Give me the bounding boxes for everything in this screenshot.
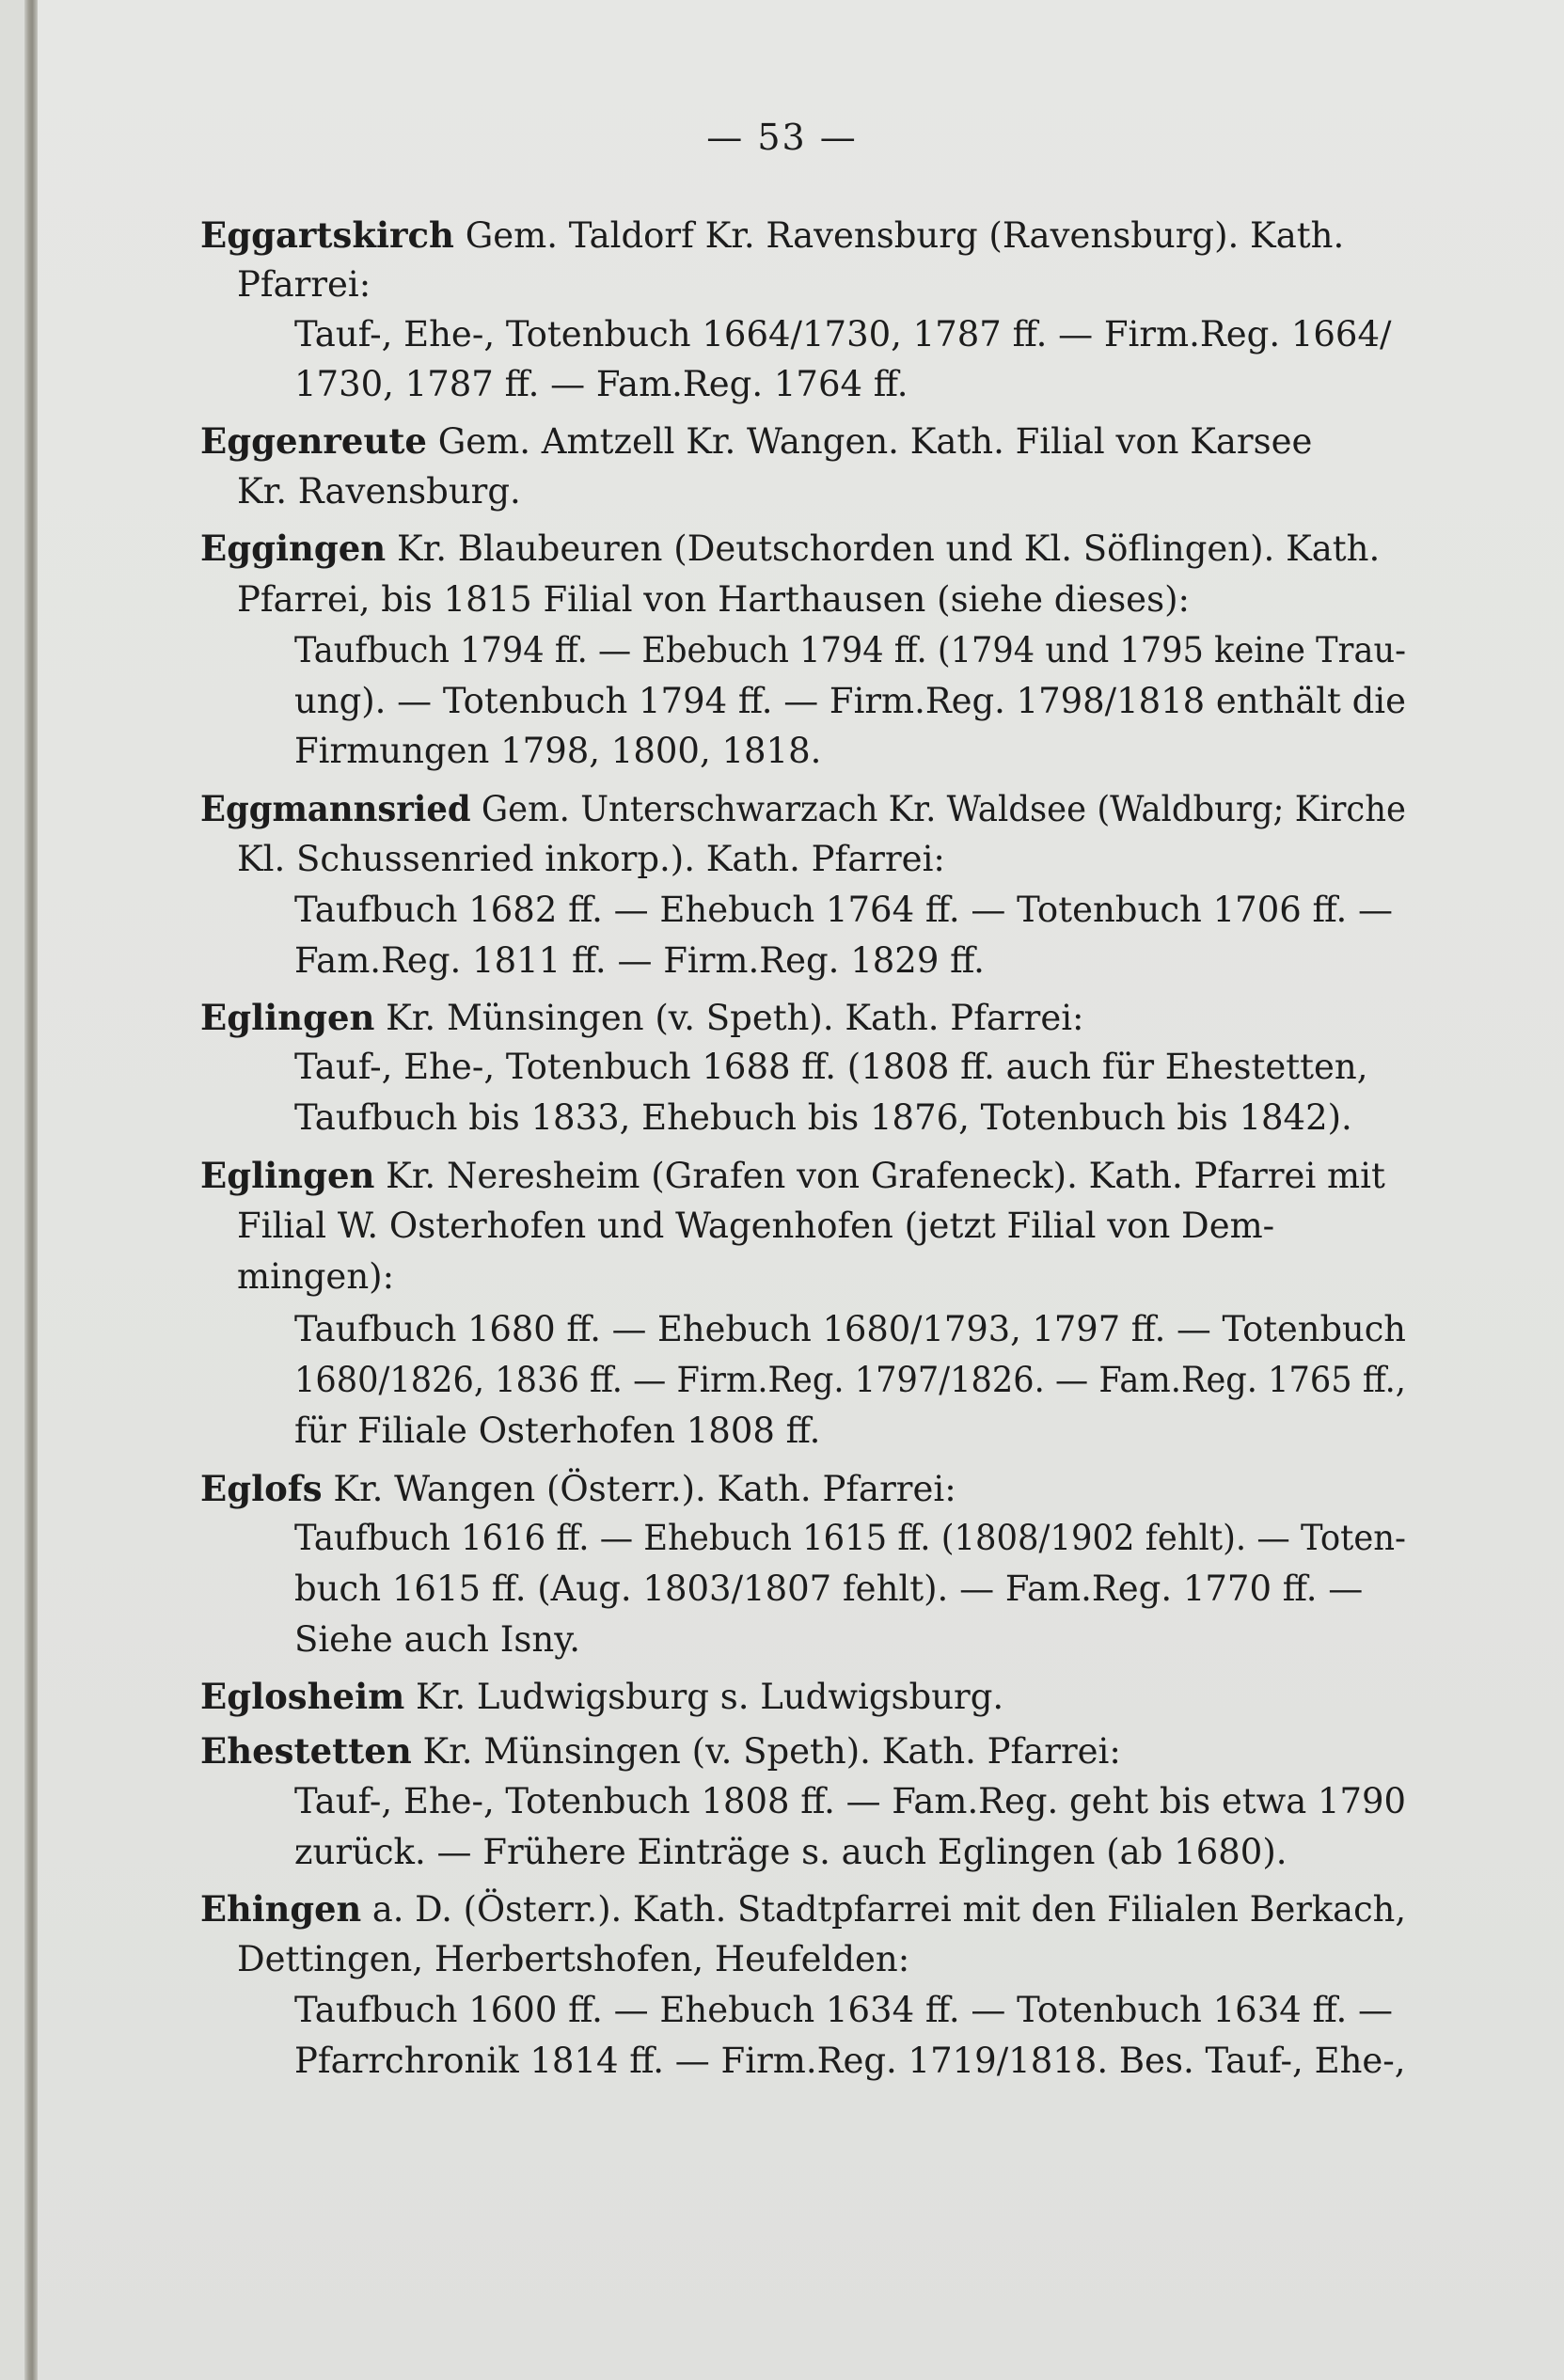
entry-text: Fam.Reg. 1811 ff. — Firm.Reg. 1829 ff. [294,940,985,981]
entry-text: Kr. Ravensburg. [237,471,521,512]
entry-text: Filial W. Osterhofen und Wagenhofen (jetzt Filial von Dem- [237,1206,1275,1246]
entry-headword: Eglingen [200,997,375,1038]
entry-headword: Ehestetten [200,1730,412,1772]
entry-line [294,1043,1406,1092]
book-spine-shadow [24,0,38,2380]
entry-text: Kr. Neresheim (Grafen von Grafeneck). Kath. Pfarrei mit [374,1156,1385,1196]
entry-line [237,467,1406,516]
entry-text: Taufbuch 1682 ff. — Ehebuch 1764 ff. — Totenbuch 1706 ff. — [294,890,1394,930]
entry-line [294,1565,1406,1614]
entry-headword: Eglingen [200,1155,375,1196]
entry-line [237,575,1406,624]
entry-line [294,310,1406,359]
entry-headword: Eggmannsried [200,788,471,829]
entry-text: 1680/1826, 1836 ff. — Firm.Reg. 1797/1826. — Fam.Reg. 1765 ff., [294,1360,1406,1400]
scan-margin [0,0,24,2380]
entry-text: Firmungen 1798, 1800, 1818. [294,731,822,771]
entry-text: mingen): [237,1256,395,1297]
entry-text: Dettingen, Herbertshofen, Heufelden: [237,1939,910,1979]
entry-line [237,1253,1406,1301]
entry-text: Taufbuch 1616 ff. — Ehebuch 1615 ff. (1808/1902 fehlt). — Toten- [294,1518,1406,1558]
entry-text: für Filiale Osterhofen 1808 ff. [294,1411,821,1451]
entry-text: zurück. — Frühere Einträge s. auch Eglingen (ab 1680). [294,1832,1288,1872]
entry-headline [200,524,1406,574]
entry-text: Taufbuch 1600 ff. — Ehebuch 1634 ff. — Totenbuch 1634 ff. — [294,1990,1394,2030]
entry-text: Taufbuch bis 1833, Ehebuch bis 1876, Totenbuch bis 1842). [294,1097,1352,1138]
entry-line [294,1828,1406,1877]
entry-line [294,1986,1406,2035]
entry-line [237,1202,1406,1251]
entry-text: Pfarrchronik 1814 ff. — Firm.Reg. 1719/1818. Bes. Tauf-, Ehe-, [294,2041,1406,2081]
page-number: — 53 — [706,117,858,158]
entry-headword: Eggenreute [200,420,427,462]
entry-line [294,1777,1406,1826]
entry-line [294,2037,1406,2086]
entry-text: buch 1615 ff. (Aug. 1803/1807 fehlt). — Fam.Reg. 1770 ff. — [294,1568,1364,1609]
entry-headword: Eglofs [200,1468,323,1509]
entry-text: Tauf-, Ehe-, Totenbuch 1664/1730, 1787 ff. — Firm.Reg. 1664/ [294,314,1392,355]
entry-headline [200,211,1406,260]
entry-line [294,626,1406,675]
entry-line [294,886,1406,935]
entry-text: Siehe auch Isny. [294,1619,580,1660]
entry-text: Kl. Schussenried inkorp.). Kath. Pfarrei: [237,839,945,879]
entry-text: Taufbuch 1680 ff. — Ehebuch 1680/1793, 1797 ff. — Totenbuch [294,1309,1406,1349]
entry-headline [200,1726,1406,1776]
entry-line [294,1305,1406,1354]
entry-headline [200,1672,1406,1722]
entry-line [237,835,1406,884]
entry-line [294,937,1406,985]
entry-line [294,1514,1406,1563]
entry-text: Kr. Ludwigsburg s. Ludwigsburg. [404,1677,1004,1717]
entry-text: Gem. Amtzell Kr. Wangen. Kath. Filial von Karsee [426,421,1313,462]
entry-text: Tauf-, Ehe-, Totenbuch 1808 ff. — Fam.Reg. geht bis etwa 1790 [294,1781,1406,1821]
entry-text: Pfarrei, bis 1815 Filial von Harthausen (siehe dieses): [237,579,1190,620]
entry-headline [200,784,1406,834]
entry-line [294,1407,1406,1456]
entry-headline [200,417,1406,466]
entry-text: Kr. Münsingen (v. Speth). Kath. Pfarrei: [411,1731,1121,1772]
entry-line [294,1094,1406,1143]
entry-text: ung). — Totenbuch 1794 ff. — Firm.Reg. 1798/1818 enthält die [294,681,1406,721]
entry-line [294,677,1406,726]
entry-text: Kr. Wangen (Österr.). Kath. Pfarrei: [322,1469,956,1509]
entry-text: Gem. Unterschwarzach Kr. Waldsee (Waldburg; Kirche [470,789,1406,829]
entry-text: Taufbuch 1794 ff. — Ebebuch 1794 ff. (1794 und 1795 keine Trau- [294,630,1406,670]
entry-line [294,1616,1406,1664]
entry-headword: Eggartskirch [200,214,454,256]
entry-headline [200,1151,1406,1201]
entry-headword: Ehingen [200,1888,362,1930]
entry-line [294,727,1406,776]
entry-headline [200,993,1406,1043]
entry-text: Tauf-, Ehe-, Totenbuch 1688 ff. (1808 ff. auch für Ehestetten, [294,1047,1368,1087]
entry-line [294,1356,1406,1405]
entry-text: Gem. Taldorf Kr. Ravensburg (Ravensburg). Kath. [453,215,1345,256]
entry-text: a. D. (Österr.). Kath. Stadtpfarrei mit den Filialen Berkach, [361,1889,1406,1930]
entry-headword: Eggingen [200,528,387,569]
entry-headline [200,1464,1406,1514]
entry-text: Kr. Münsingen (v. Speth). Kath. Pfarrei: [374,998,1084,1038]
entry-text: Pfarrei: [237,264,371,305]
entry-headword: Eglosheim [200,1676,405,1717]
entry-text: Kr. Blaubeuren (Deutschorden und Kl. Söflingen). Kath. [386,528,1381,569]
entry-text: 1730, 1787 ff. — Fam.Reg. 1764 ff. [294,364,908,404]
entry-headline [200,1884,1406,1934]
entry-line [237,1935,1406,1984]
entry-line [237,260,1406,309]
entry-line [294,360,1406,409]
